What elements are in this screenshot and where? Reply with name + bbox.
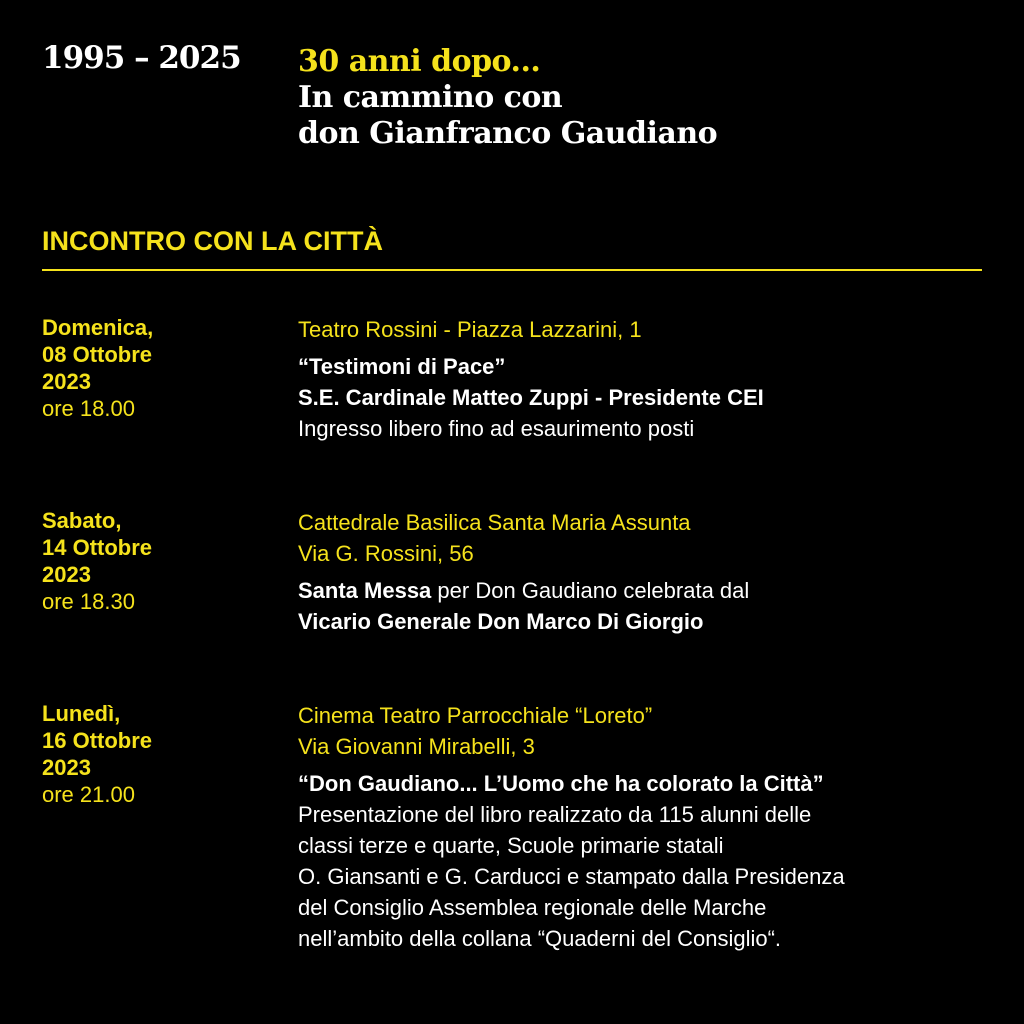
- title-line-1: 30 anni dopo...: [298, 44, 541, 79]
- event-details: [298, 507, 998, 637]
- section-divider: [42, 269, 982, 271]
- event-description-line: classi terze e quarte, Scuole primarie statali: [298, 833, 724, 858]
- event-time: ore 18.00: [42, 396, 135, 421]
- event-date-day-month: 16 Ottobre: [42, 728, 153, 753]
- event-description-bold: Santa Messa: [298, 578, 432, 603]
- event-date: [42, 314, 282, 422]
- event-details: [298, 314, 998, 444]
- event-date-day-month: 14 Ottobre: [42, 535, 153, 560]
- event-venue-address: Via G. Rossini, 56: [298, 541, 474, 566]
- event-time: ore 21.00: [42, 782, 135, 807]
- event-day: Domenica,: [42, 315, 154, 340]
- event-description-line: Presentazione del libro realizzato da 115 alunni delle: [298, 802, 812, 827]
- event-year: 2023: [42, 755, 91, 780]
- event-description-line: O. Giansanti e G. Carducci e stampato dalla Presidenza: [298, 864, 845, 889]
- event-venue-address: Via Giovanni Mirabelli, 3: [298, 734, 535, 759]
- event-celebrant: Vicario Generale Don Marco Di Giorgio: [298, 609, 704, 634]
- event-venue-name: Cattedrale Basilica Santa Maria Assunta: [298, 510, 691, 535]
- event-description-line: nell’ambito della collana “Quaderni del Consiglio“.: [298, 926, 782, 951]
- title-line-2: In cammino con: [298, 80, 563, 115]
- event-day: Sabato,: [42, 508, 122, 533]
- event-description: [298, 575, 998, 606]
- event-series-title: [298, 44, 717, 152]
- event-year: 2023: [42, 369, 91, 394]
- event-title: “Don Gaudiano... L’Uomo che ha colorato la Città”: [298, 771, 824, 796]
- event-title: “Testimoni di Pace”: [298, 354, 506, 379]
- section-heading: INCONTRO CON LA CITTÀ: [42, 226, 383, 256]
- event-venue: Teatro Rossini - Piazza Lazzarini, 1: [298, 317, 642, 342]
- event-description-rest: per Don Gaudiano celebrata dal: [431, 578, 750, 603]
- event-date: [42, 700, 282, 808]
- event-description-line: del Consiglio Assemblea regionale delle Marche: [298, 895, 767, 920]
- title-line-3: don Gianfranco Gaudiano: [298, 116, 718, 151]
- event-note: Ingresso libero fino ad esaurimento posti: [298, 416, 695, 441]
- years-range: 1995 – 2025: [42, 40, 241, 76]
- event-day: Lunedì,: [42, 701, 121, 726]
- event-year: 2023: [42, 562, 91, 587]
- event-time: ore 18.30: [42, 589, 135, 614]
- event-details: [298, 700, 998, 954]
- event-speaker: S.E. Cardinale Matteo Zuppi - Presidente CEI: [298, 385, 764, 410]
- event-date: [42, 507, 282, 615]
- event-date-day-month: 08 Ottobre: [42, 342, 153, 367]
- event-venue-name: Cinema Teatro Parrocchiale “Loreto”: [298, 703, 653, 728]
